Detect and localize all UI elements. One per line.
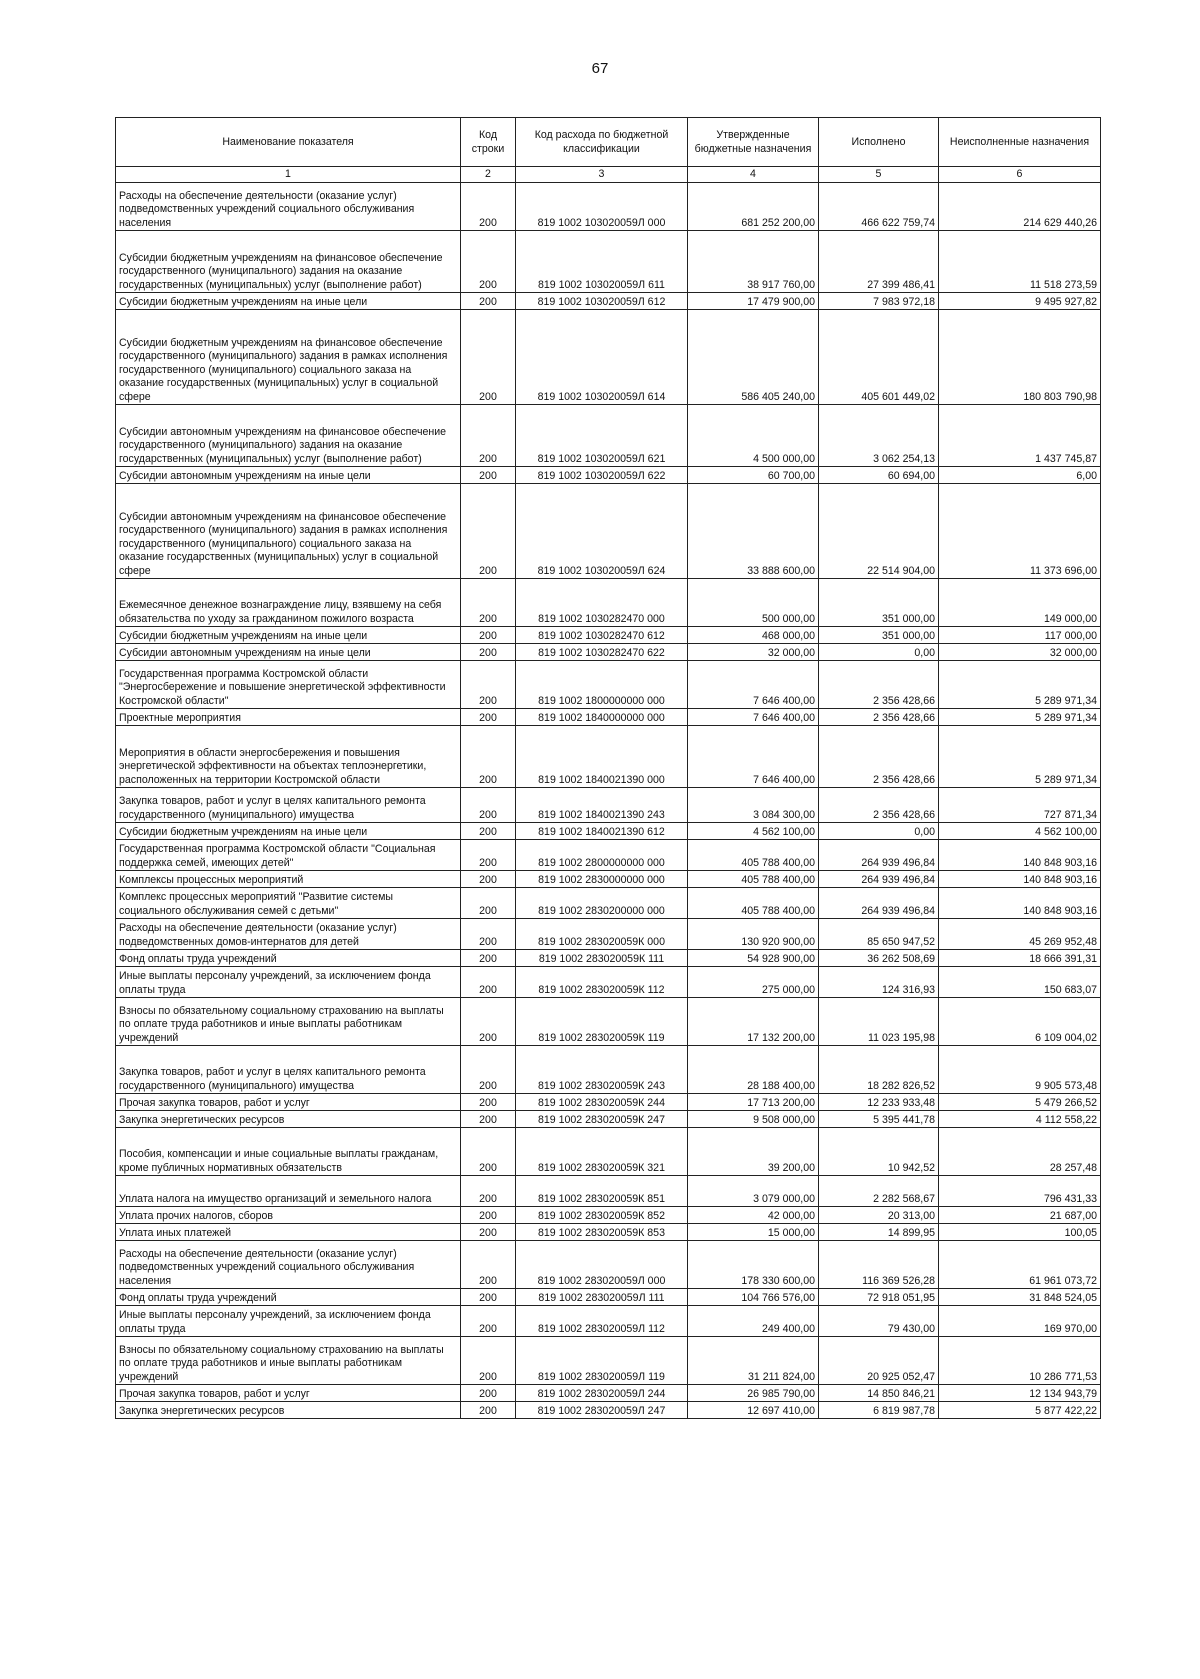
column-number: 5	[819, 167, 939, 183]
row-budget-code: 819 1002 103020059Л 611	[516, 231, 688, 293]
row-budget-code: 819 1002 283020059Л 111	[516, 1289, 688, 1306]
row-line-code: 200	[461, 726, 516, 788]
budget-execution-table	[115, 117, 1101, 1419]
row-name: Субсидии автономным учреждениям на иные цели	[116, 644, 461, 661]
row-budget-code: 819 1002 103020059Л 612	[516, 293, 688, 310]
row-budget-code: 819 1002 283020059К 000	[516, 919, 688, 950]
row-approved: 31 211 824,00	[688, 1337, 819, 1385]
row-line-code: 200	[461, 1337, 516, 1385]
row-budget-code: 819 1002 283020059К 853	[516, 1224, 688, 1241]
table-row	[116, 1337, 1101, 1385]
row-unexecuted: 140 848 903,16	[939, 840, 1101, 871]
row-budget-code: 819 1002 283020059К 851	[516, 1176, 688, 1207]
row-approved: 249 400,00	[688, 1306, 819, 1337]
row-name: Проектные мероприятия	[116, 709, 461, 726]
table-row	[116, 840, 1101, 871]
row-approved: 275 000,00	[688, 967, 819, 998]
row-name: Субсидии бюджетным учреждениям на иные цели	[116, 627, 461, 644]
table-row	[116, 310, 1101, 405]
row-name: Субсидии автономным учреждениям на финансовое обеспечение государственного (муниципального) задания в рамках исполнения государственного (муниципального) социального заказа на оказание государственных (муниципальных) услуг в социальной сфере	[116, 484, 461, 579]
row-name: Взносы по обязательному социальному страхованию на выплаты по оплате труда работников и иные выплаты работникам учреждений	[116, 1337, 461, 1385]
table-row	[116, 467, 1101, 484]
row-approved: 54 928 900,00	[688, 950, 819, 967]
row-executed: 22 514 904,00	[819, 484, 939, 579]
row-name: Закупка товаров, работ и услуг в целях капитального ремонта государственного (муниципального) имущества	[116, 1046, 461, 1094]
row-line-code: 200	[461, 1306, 516, 1337]
table-row	[116, 871, 1101, 888]
column-number: 3	[516, 167, 688, 183]
table-row	[116, 888, 1101, 919]
row-line-code: 200	[461, 823, 516, 840]
row-line-code: 200	[461, 1224, 516, 1241]
row-line-code: 200	[461, 405, 516, 467]
row-executed: 6 819 987,78	[819, 1402, 939, 1419]
row-approved: 405 788 400,00	[688, 871, 819, 888]
table-row	[116, 1306, 1101, 1337]
row-unexecuted: 6,00	[939, 467, 1101, 484]
row-budget-code: 819 1002 1030282470 000	[516, 579, 688, 627]
row-approved: 42 000,00	[688, 1207, 819, 1224]
row-executed: 79 430,00	[819, 1306, 939, 1337]
row-approved: 500 000,00	[688, 579, 819, 627]
row-executed: 466 622 759,74	[819, 183, 939, 231]
row-executed: 264 939 496,84	[819, 871, 939, 888]
table-row	[116, 709, 1101, 726]
table-header-row	[116, 118, 1101, 167]
row-unexecuted: 5 479 266,52	[939, 1094, 1101, 1111]
row-line-code: 200	[461, 1176, 516, 1207]
row-approved: 33 888 600,00	[688, 484, 819, 579]
row-unexecuted: 61 961 073,72	[939, 1241, 1101, 1289]
table-row	[116, 1224, 1101, 1241]
row-unexecuted: 18 666 391,31	[939, 950, 1101, 967]
row-budget-code: 819 1002 283020059К 111	[516, 950, 688, 967]
row-budget-code: 819 1002 2800000000 000	[516, 840, 688, 871]
row-name: Ежемесячное денежное вознаграждение лицу, взявшему на себя обязательства по уходу за гражданином пожилого возраста	[116, 579, 461, 627]
row-executed: 405 601 449,02	[819, 310, 939, 405]
row-unexecuted: 149 000,00	[939, 579, 1101, 627]
row-unexecuted: 4 562 100,00	[939, 823, 1101, 840]
row-name: Фонд оплаты труда учреждений	[116, 1289, 461, 1306]
row-line-code: 200	[461, 310, 516, 405]
row-unexecuted: 1 437 745,87	[939, 405, 1101, 467]
table-row	[116, 1094, 1101, 1111]
row-executed: 7 983 972,18	[819, 293, 939, 310]
row-approved: 9 508 000,00	[688, 1111, 819, 1128]
row-line-code: 200	[461, 709, 516, 726]
row-approved: 32 000,00	[688, 644, 819, 661]
row-unexecuted: 12 134 943,79	[939, 1385, 1101, 1402]
table-row	[116, 579, 1101, 627]
row-unexecuted: 140 848 903,16	[939, 871, 1101, 888]
row-executed: 2 356 428,66	[819, 661, 939, 709]
row-unexecuted: 5 289 971,34	[939, 726, 1101, 788]
row-unexecuted: 21 687,00	[939, 1207, 1101, 1224]
page-number: 67	[591, 60, 609, 77]
row-line-code: 200	[461, 1111, 516, 1128]
row-line-code: 200	[461, 1094, 516, 1111]
row-approved: 17 479 900,00	[688, 293, 819, 310]
row-budget-code: 819 1002 1030282470 622	[516, 644, 688, 661]
row-budget-code: 819 1002 283020059Л 000	[516, 1241, 688, 1289]
row-name: Прочая закупка товаров, работ и услуг	[116, 1094, 461, 1111]
column-number: 4	[688, 167, 819, 183]
row-executed: 2 356 428,66	[819, 726, 939, 788]
row-line-code: 200	[461, 1241, 516, 1289]
row-line-code: 200	[461, 644, 516, 661]
row-executed: 14 850 846,21	[819, 1385, 939, 1402]
row-unexecuted: 32 000,00	[939, 644, 1101, 661]
row-executed: 351 000,00	[819, 579, 939, 627]
table-row	[116, 627, 1101, 644]
row-unexecuted: 28 257,48	[939, 1128, 1101, 1176]
row-unexecuted: 169 970,00	[939, 1306, 1101, 1337]
row-line-code: 200	[461, 1385, 516, 1402]
row-line-code: 200	[461, 840, 516, 871]
row-name: Субсидии бюджетным учреждениям на финансовое обеспечение государственного (муниципального) задания в рамках исполнения государственного (муниципального) социального заказа на оказание государственных (муниципальных) услуг в социальной сфере	[116, 310, 461, 405]
row-approved: 681 252 200,00	[688, 183, 819, 231]
row-unexecuted: 10 286 771,53	[939, 1337, 1101, 1385]
table-row	[116, 661, 1101, 709]
row-name: Фонд оплаты труда учреждений	[116, 950, 461, 967]
table-row	[116, 231, 1101, 293]
table-row	[116, 1111, 1101, 1128]
row-executed: 14 899,95	[819, 1224, 939, 1241]
row-name: Государственная программа Костромской области "Социальная поддержка семей, имеющих детей"	[116, 840, 461, 871]
row-name: Субсидии бюджетным учреждениям на иные цели	[116, 823, 461, 840]
table-row	[116, 1402, 1101, 1419]
row-approved: 28 188 400,00	[688, 1046, 819, 1094]
table-row	[116, 967, 1101, 998]
row-budget-code: 819 1002 103020059Л 622	[516, 467, 688, 484]
row-line-code: 200	[461, 1289, 516, 1306]
row-line-code: 200	[461, 467, 516, 484]
row-name: Субсидии бюджетным учреждениям на иные цели	[116, 293, 461, 310]
table-row	[116, 919, 1101, 950]
row-budget-code: 819 1002 283020059К 247	[516, 1111, 688, 1128]
row-budget-code: 819 1002 1840021390 612	[516, 823, 688, 840]
table-body	[116, 183, 1101, 1419]
row-budget-code: 819 1002 1030282470 612	[516, 627, 688, 644]
row-executed: 2 282 568,67	[819, 1176, 939, 1207]
row-unexecuted: 5 289 971,34	[939, 709, 1101, 726]
row-unexecuted: 796 431,33	[939, 1176, 1101, 1207]
row-approved: 60 700,00	[688, 467, 819, 484]
table-row	[116, 726, 1101, 788]
row-line-code: 200	[461, 293, 516, 310]
row-budget-code: 819 1002 283020059Л 244	[516, 1385, 688, 1402]
row-line-code: 200	[461, 871, 516, 888]
row-budget-code: 819 1002 103020059Л 614	[516, 310, 688, 405]
row-budget-code: 819 1002 1840021390 243	[516, 788, 688, 823]
column-number-row	[116, 167, 1101, 183]
row-budget-code: 819 1002 103020059Л 621	[516, 405, 688, 467]
row-unexecuted: 140 848 903,16	[939, 888, 1101, 919]
row-executed: 20 925 052,47	[819, 1337, 939, 1385]
table-row	[116, 293, 1101, 310]
table-row	[116, 1241, 1101, 1289]
row-unexecuted: 6 109 004,02	[939, 998, 1101, 1046]
row-budget-code: 819 1002 283020059Л 247	[516, 1402, 688, 1419]
row-executed: 116 369 526,28	[819, 1241, 939, 1289]
row-line-code: 200	[461, 1128, 516, 1176]
row-line-code: 200	[461, 1207, 516, 1224]
header-unexecuted: Неисполненные назначения	[939, 118, 1101, 167]
row-name: Закупка энергетических ресурсов	[116, 1402, 461, 1419]
row-budget-code: 819 1002 283020059К 243	[516, 1046, 688, 1094]
row-name: Иные выплаты персоналу учреждений, за исключением фонда оплаты труда	[116, 1306, 461, 1337]
row-unexecuted: 11 373 696,00	[939, 484, 1101, 579]
table-row	[116, 788, 1101, 823]
row-budget-code: 819 1002 103020059Л 624	[516, 484, 688, 579]
table-row	[116, 998, 1101, 1046]
row-unexecuted: 11 518 273,59	[939, 231, 1101, 293]
table-row	[116, 484, 1101, 579]
header-approved: Утвержденные бюджетные назначения	[688, 118, 819, 167]
row-line-code: 200	[461, 579, 516, 627]
row-executed: 124 316,93	[819, 967, 939, 998]
row-budget-code: 819 1002 283020059К 112	[516, 967, 688, 998]
row-name: Субсидии автономным учреждениям на иные цели	[116, 467, 461, 484]
row-budget-code: 819 1002 283020059К 119	[516, 998, 688, 1046]
header-line-code: Код строки	[461, 118, 516, 167]
header-name: Наименование показателя	[116, 118, 461, 167]
row-name: Закупка товаров, работ и услуг в целях капитального ремонта государственного (муниципального) имущества	[116, 788, 461, 823]
row-budget-code: 819 1002 283020059Л 119	[516, 1337, 688, 1385]
row-line-code: 200	[461, 484, 516, 579]
row-line-code: 200	[461, 627, 516, 644]
row-unexecuted: 9 905 573,48	[939, 1046, 1101, 1094]
row-budget-code: 819 1002 1840021390 000	[516, 726, 688, 788]
row-executed: 0,00	[819, 644, 939, 661]
table-row	[116, 1385, 1101, 1402]
row-name: Комплекс процессных мероприятий "Развитие системы социального обслуживания семей с детьми"	[116, 888, 461, 919]
row-unexecuted: 117 000,00	[939, 627, 1101, 644]
row-executed: 85 650 947,52	[819, 919, 939, 950]
row-line-code: 200	[461, 661, 516, 709]
row-name: Комплексы процессных мероприятий	[116, 871, 461, 888]
row-approved: 468 000,00	[688, 627, 819, 644]
row-name: Субсидии бюджетным учреждениям на финансовое обеспечение государственного (муниципального) задания на оказание государственных (муниципальных) услуг (выполнение работ)	[116, 231, 461, 293]
row-unexecuted: 214 629 440,26	[939, 183, 1101, 231]
row-name: Субсидии автономным учреждениям на финансовое обеспечение государственного (муниципального) задания на оказание государственных (муниципальных) услуг (выполнение работ)	[116, 405, 461, 467]
row-name: Уплата иных платежей	[116, 1224, 461, 1241]
row-executed: 20 313,00	[819, 1207, 939, 1224]
row-budget-code: 819 1002 2830200000 000	[516, 888, 688, 919]
row-executed: 351 000,00	[819, 627, 939, 644]
row-name: Уплата прочих налогов, сборов	[116, 1207, 461, 1224]
row-executed: 264 939 496,84	[819, 888, 939, 919]
row-approved: 405 788 400,00	[688, 888, 819, 919]
row-budget-code: 819 1002 283020059К 244	[516, 1094, 688, 1111]
row-line-code: 200	[461, 183, 516, 231]
row-name: Расходы на обеспечение деятельности (оказание услуг) подведомственных учреждений социального обслуживания населения	[116, 1241, 461, 1289]
row-approved: 104 766 576,00	[688, 1289, 819, 1306]
row-line-code: 200	[461, 788, 516, 823]
row-approved: 15 000,00	[688, 1224, 819, 1241]
header-executed: Исполнено	[819, 118, 939, 167]
row-executed: 5 395 441,78	[819, 1111, 939, 1128]
row-approved: 130 920 900,00	[688, 919, 819, 950]
row-name: Иные выплаты персоналу учреждений, за исключением фонда оплаты труда	[116, 967, 461, 998]
table-row	[116, 1176, 1101, 1207]
table-row	[116, 183, 1101, 231]
row-approved: 7 646 400,00	[688, 661, 819, 709]
table-row	[116, 405, 1101, 467]
row-approved: 4 500 000,00	[688, 405, 819, 467]
row-budget-code: 819 1002 283020059К 321	[516, 1128, 688, 1176]
row-budget-code: 819 1002 283020059Л 112	[516, 1306, 688, 1337]
row-executed: 11 023 195,98	[819, 998, 939, 1046]
row-unexecuted: 180 803 790,98	[939, 310, 1101, 405]
table-row	[116, 1046, 1101, 1094]
table-row	[116, 1207, 1101, 1224]
row-approved: 3 079 000,00	[688, 1176, 819, 1207]
row-line-code: 200	[461, 231, 516, 293]
table-row	[116, 644, 1101, 661]
row-line-code: 200	[461, 1046, 516, 1094]
column-number: 1	[116, 167, 461, 183]
row-executed: 72 918 051,95	[819, 1289, 939, 1306]
row-unexecuted: 5 877 422,22	[939, 1402, 1101, 1419]
row-budget-code: 819 1002 2830000000 000	[516, 871, 688, 888]
row-name: Расходы на обеспечение деятельности (оказание услуг) подведомственных учреждений социального обслуживания населения	[116, 183, 461, 231]
column-number: 2	[461, 167, 516, 183]
row-executed: 264 939 496,84	[819, 840, 939, 871]
row-budget-code: 819 1002 283020059К 852	[516, 1207, 688, 1224]
row-approved: 12 697 410,00	[688, 1402, 819, 1419]
row-line-code: 200	[461, 888, 516, 919]
row-approved: 7 646 400,00	[688, 726, 819, 788]
row-executed: 18 282 826,52	[819, 1046, 939, 1094]
row-name: Расходы на обеспечение деятельности (оказание услуг) подведомственных домов-интернатов для детей	[116, 919, 461, 950]
row-unexecuted: 150 683,07	[939, 967, 1101, 998]
row-line-code: 200	[461, 950, 516, 967]
row-name: Государственная программа Костромской области "Энергосбережение и повышение энергетической эффективности Костромской области"	[116, 661, 461, 709]
table-row	[116, 1128, 1101, 1176]
row-executed: 3 062 254,13	[819, 405, 939, 467]
row-approved: 38 917 760,00	[688, 231, 819, 293]
row-approved: 178 330 600,00	[688, 1241, 819, 1289]
table-row	[116, 823, 1101, 840]
row-unexecuted: 100,05	[939, 1224, 1101, 1241]
row-executed: 60 694,00	[819, 467, 939, 484]
row-name: Взносы по обязательному социальному страхованию на выплаты по оплате труда работников и иные выплаты работникам учреждений	[116, 998, 461, 1046]
row-budget-code: 819 1002 1840000000 000	[516, 709, 688, 726]
row-unexecuted: 31 848 524,05	[939, 1289, 1101, 1306]
row-unexecuted: 5 289 971,34	[939, 661, 1101, 709]
row-name: Прочая закупка товаров, работ и услуг	[116, 1385, 461, 1402]
row-unexecuted: 727 871,34	[939, 788, 1101, 823]
header-budget-code: Код расхода по бюджетной классификации	[516, 118, 688, 167]
row-name: Уплата налога на имущество организаций и земельного налога	[116, 1176, 461, 1207]
row-line-code: 200	[461, 967, 516, 998]
row-executed: 2 356 428,66	[819, 709, 939, 726]
row-line-code: 200	[461, 1402, 516, 1419]
row-unexecuted: 45 269 952,48	[939, 919, 1101, 950]
row-budget-code: 819 1002 1800000000 000	[516, 661, 688, 709]
row-executed: 0,00	[819, 823, 939, 840]
row-line-code: 200	[461, 998, 516, 1046]
row-approved: 17 713 200,00	[688, 1094, 819, 1111]
row-approved: 3 084 300,00	[688, 788, 819, 823]
row-executed: 2 356 428,66	[819, 788, 939, 823]
column-number: 6	[939, 167, 1101, 183]
row-unexecuted: 9 495 927,82	[939, 293, 1101, 310]
row-budget-code: 819 1002 103020059Л 000	[516, 183, 688, 231]
row-approved: 586 405 240,00	[688, 310, 819, 405]
table-row	[116, 1289, 1101, 1306]
table-row	[116, 950, 1101, 967]
row-name: Мероприятия в области энергосбережения и повышения энергетической эффективности на объектах теплоэнергетики, расположенных на территории Костромской области	[116, 726, 461, 788]
row-approved: 405 788 400,00	[688, 840, 819, 871]
row-executed: 10 942,52	[819, 1128, 939, 1176]
row-line-code: 200	[461, 919, 516, 950]
row-executed: 12 233 933,48	[819, 1094, 939, 1111]
row-executed: 27 399 486,41	[819, 231, 939, 293]
row-unexecuted: 4 112 558,22	[939, 1111, 1101, 1128]
row-approved: 7 646 400,00	[688, 709, 819, 726]
row-name: Закупка энергетических ресурсов	[116, 1111, 461, 1128]
row-approved: 39 200,00	[688, 1128, 819, 1176]
row-approved: 17 132 200,00	[688, 998, 819, 1046]
row-approved: 26 985 790,00	[688, 1385, 819, 1402]
row-name: Пособия, компенсации и иные социальные выплаты гражданам, кроме публичных нормативных обязательств	[116, 1128, 461, 1176]
row-approved: 4 562 100,00	[688, 823, 819, 840]
row-executed: 36 262 508,69	[819, 950, 939, 967]
